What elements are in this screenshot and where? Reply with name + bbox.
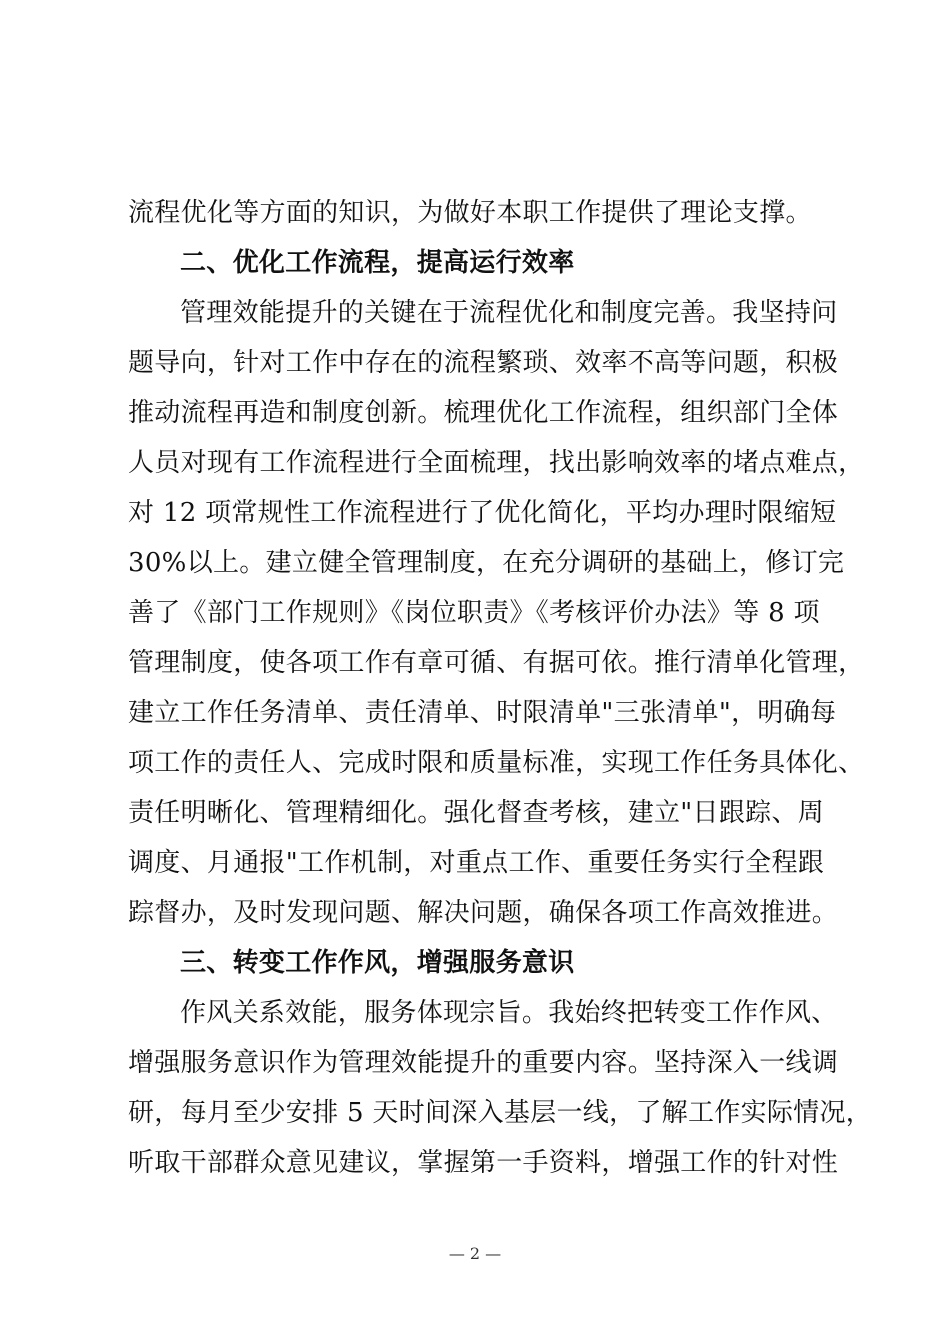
text-line: 30%以上。建立健全管理制度，在充分调研的基础上，修订完 bbox=[128, 548, 845, 578]
text-line: 流程优化等方面的知识，为做好本职工作提供了理论支撑。 bbox=[128, 198, 812, 228]
text-line: 调度、月通报"工作机制，对重点工作、重要任务实行全程跟 bbox=[128, 848, 825, 878]
text-line: 作风关系效能，服务体现宗旨。我始终把转变工作作风、 bbox=[180, 998, 838, 1028]
text-line: 人员对现有工作流程进行全面梳理，找出影响效率的堵点难点， bbox=[128, 448, 865, 478]
text-line: 研，每月至少安排 5 天时间深入基层一线，了解工作实际情况， bbox=[128, 1098, 873, 1128]
text-line: 管理制度，使各项工作有章可循、有据可依。推行清单化管理， bbox=[128, 648, 865, 678]
text-line: 建立工作任务清单、责任清单、时限清单"三张清单"，明确每 bbox=[128, 698, 837, 728]
text-line: 踪督办，及时发现问题、解决问题，确保各项工作高效推进。 bbox=[128, 898, 839, 928]
text-line: 管理效能提升的关键在于流程优化和制度完善。我坚持问 bbox=[180, 298, 838, 328]
text-line: 推动流程再造和制度创新。梳理优化工作流程，组织部门全体 bbox=[128, 398, 839, 428]
text-line: 对 12 项常规性工作流程进行了优化简化，平均办理时限缩短 bbox=[128, 498, 837, 528]
text-line: 责任明晰化、管理精细化。强化督查考核，建立"日跟踪、周 bbox=[128, 798, 825, 828]
text-line: 题导向，针对工作中存在的流程繁琐、效率不高等问题，积极 bbox=[128, 348, 839, 378]
section-heading: 二、优化工作流程，提高运行效率 bbox=[180, 248, 575, 278]
section-heading: 三、转变工作作风，增强服务意识 bbox=[180, 948, 575, 978]
text-line: 听取干部群众意见建议，掌握第一手资料，增强工作的针对性 bbox=[128, 1148, 839, 1178]
text-line: 项工作的责任人、完成时限和质量标准，实现工作任务具体化、 bbox=[128, 748, 865, 778]
page-number: — 2 — bbox=[448, 1244, 502, 1263]
text-line: 善了《部门工作规则》《岗位职责》《考核评价办法》等 8 项 bbox=[128, 598, 820, 628]
text-line: 增强服务意识作为管理效能提升的重要内容。坚持深入一线调 bbox=[128, 1048, 839, 1078]
document-body bbox=[128, 188, 873, 1188]
